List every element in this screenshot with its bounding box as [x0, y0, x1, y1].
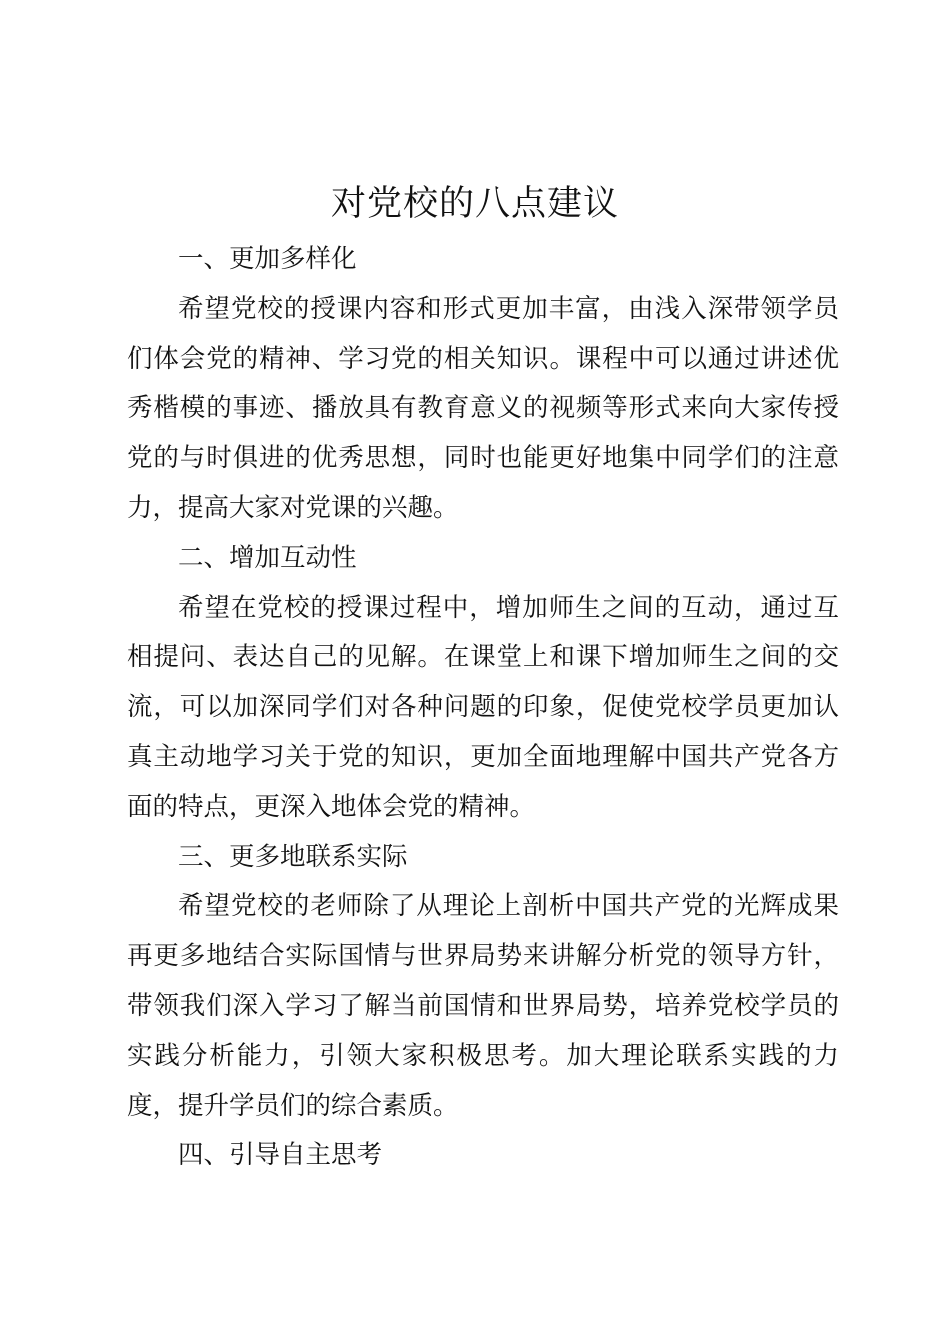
- section-4-heading: 四、引导自主思考: [178, 1140, 383, 1171]
- section-1-heading: 一、更加多样化: [178, 244, 357, 274]
- section-3-heading: 三、更多地联系实际: [178, 841, 408, 872]
- section-2-heading: 二、增加互动性: [178, 542, 357, 573]
- document-title: 对党校的八点建议: [330, 184, 619, 224]
- document-body: [127, 235, 839, 1181]
- section-2-paragraph: 希望在党校的授课过程中，增加师生之间的互动，通过互相提问、表达自己的见解。在课堂上和课下增加师生之间的交流，可以加深同学们对各种问题的印象，促使党校学员更加认真主动地学习关于党的知识，更加全面地理解中国共产党各方面的特点，更深入地体会党的精神。: [127, 592, 839, 822]
- section-1-paragraph: 希望党校的授课内容和形式更加丰富，由浅入深带领学员们体会党的精神、学习党的相关知识。课程中可以通过讲述优秀楷模的事迹、播放具有教育意义的视频等形式来向大家传授党的与时俱进的优秀思想，同时也能更好地集中同学们的注意力，提高大家对党课的兴趣。: [127, 293, 839, 523]
- section-3-paragraph: 希望党校的老师除了从理论上剖析中国共产党的光辉成果再更多地结合实际国情与世界局势来讲解分析党的领导方针，带领我们深入学习了解当前国情和世界局势，培养党校学员的实践分析能力，引领大家积极思考。加大理论联系实践的力度，提升学员们的综合素质。: [127, 891, 839, 1121]
